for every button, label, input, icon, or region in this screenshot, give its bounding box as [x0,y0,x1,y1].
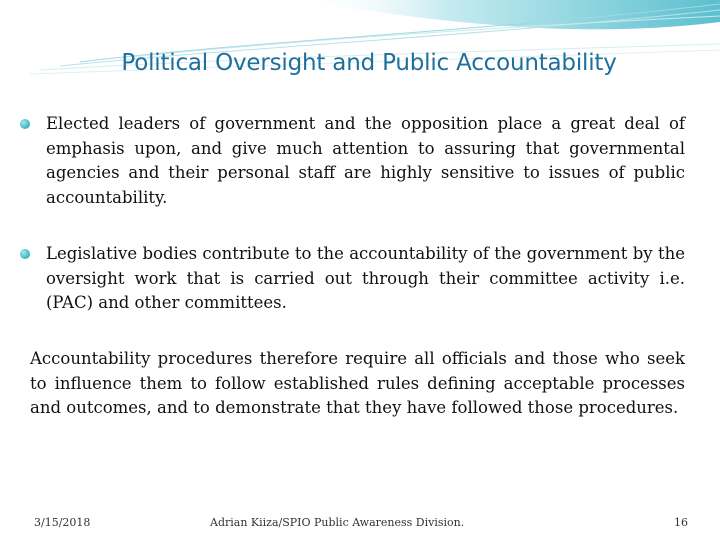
footer-page-number: 16 [674,516,688,529]
footer-author: Adrian Kiiza/SPIO Public Awareness Division. [210,516,465,529]
bullet-item [20,242,685,316]
footer-date: 3/15/2018 [34,516,91,529]
bullet-item [20,112,685,210]
body-paragraph: Accountability procedures therefore require all officials and those who seek to influence them to follow established rules defining acceptable processes and outcomes, and to demonstrate that they have followed those procedures. [30,349,685,417]
slide-title: Political Oversight and Public Accountability [121,50,617,76]
bullet-dot-icon [20,249,30,259]
bullet-dot-icon [20,119,30,129]
bullet-text: Legislative bodies contribute to the accountability of the government by the oversight work that is carried out through their committee activity i.e. (PAC) and other committees. [46,244,685,312]
bullet-text: Elected leaders of government and the opposition place a great deal of emphasis upon, and give much attention to assuring that governmental agencies and their personal staff are highly sensitive to issues of public accountability. [46,114,685,207]
